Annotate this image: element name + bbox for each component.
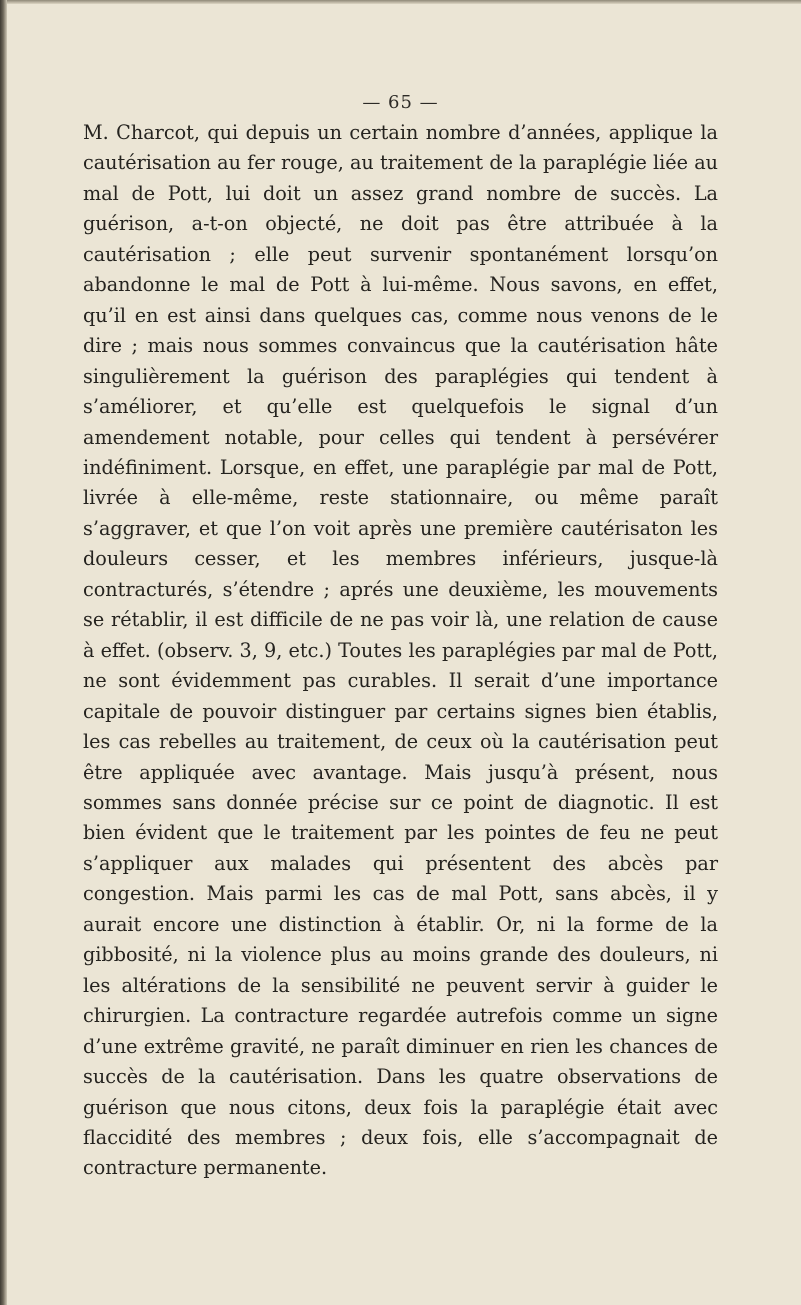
body-paragraph: M. Charcot, qui depuis un certain nombre d’années, applique la cautérisation au fer rouge, au traitement de la paraplégie liée au mal de Pott, lui doit un assez grand nombre de succès. La guérison, a-t-on objecté, ne doit pas être attribuée à la cautérisation ; elle peut survenir spontanément lorsqu’on abandonne le mal de Pott à lui-même. Nous savons, en effet, qu’il en est ainsi dans quelques cas, comme nous venons de le dire ; mais nous sommes convaincus que la cautérisation hâte singulièrement la guérison des paraplégies qui tendent à s’améliorer, et qu’elle est quelquefois le signal d’un amendement notable, pour celles qui tendent à persévérer indéfiniment. Lorsque, en effet, une paraplégie par mal de Pott, livrée à elle-même, reste stationnaire, ou même paraît s’aggraver, et que l’on voit après une première cautérisaton les douleurs cesser, et les membres inférieurs, jusque-là contracturés, s’étendre ; aprés une deuxième, les mouvements se rétablir, il est difficile de ne pas voir là, une relation de cause à effet. (observ. 3, 9, etc.) Toutes les paraplégies par mal de Pott, ne sont évidemment pas curables. Il serait d’une importance capitale de pouvoir distinguer par certains signes bien établis, les cas rebelles au traitement, de ceux où la cautérisation peut être appliquée avec avantage. Mais jusqu’à présent, nous sommes sans donnée précise sur ce point de diagnotic. Il est bien évident que le traitement par les pointes de feu ne peut s’appliquer aux malades qui présentent des abcès par congestion. Mais parmi les cas de mal Pott, sans abcès, il y aurait encore une distinction à établir. Or, ni la forme de la gibbosité, ni la violence plus au moins grande des douleurs, ni les altérations de la sensibilité ne peuvent servir à guider le chirurgien. La contracture regardée autrefois comme un signe d’une extrême gravité, ne paraît diminuer en rien les chances de succès de la cautérisation. Dans les quatre observations de guérison que nous citons, deux fois la paraplégie était avec flaccidité des membres ; deux fois, elle s’accompagnait de contracture permanente.: [83, 121, 718, 1180]
page-number: — 65 —: [362, 92, 439, 113]
book-binding-edge: [0, 0, 7, 1305]
page-top-edge: [0, 0, 801, 4]
